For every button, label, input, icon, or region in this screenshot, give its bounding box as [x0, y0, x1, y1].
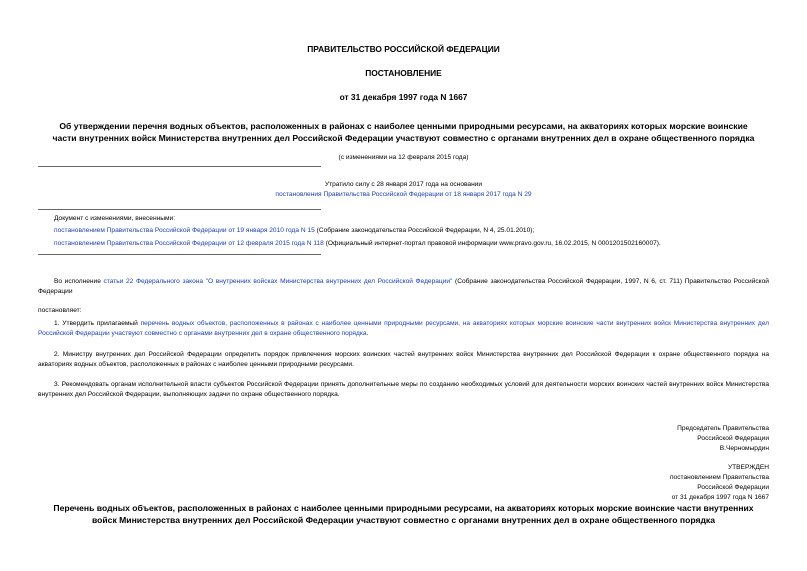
amendment-item	[54, 239, 769, 249]
signature-name: В.Черномырдин	[719, 445, 769, 452]
approval-word: УТВЕРЖДЕН	[727, 464, 769, 471]
preamble-tail: (Собрание законодательства Российской Федерации, 1997, N 6, ст. 711) Правительство Российской Федерации	[38, 278, 769, 295]
approval-date: от 31 декабря 1997 года N 1667	[671, 494, 769, 501]
approval-stamp	[469, 463, 769, 503]
decides-word: постановляет:	[38, 307, 82, 314]
list-title	[38, 502, 769, 526]
amendments-label: Документ с изменениями, внесенными:	[54, 215, 176, 222]
divider	[38, 166, 321, 167]
item-1	[38, 319, 769, 339]
preamble	[38, 277, 769, 297]
signature-block	[469, 424, 769, 454]
preamble-start: Во исполнение	[54, 278, 104, 285]
doc-date-number: от 31 декабря 1997 года N 1667	[339, 92, 468, 102]
item-1-tail: .	[366, 330, 369, 337]
list-title-line-2: войск Министерства внутренних дел Российской Федерации участвуют совместно с органами внутренних дел в охране общественного порядка	[91, 515, 716, 525]
amendment-link[interactable]: постановлением Правительства Российской Федерации от 12 февраля 2015 года N 118	[54, 240, 324, 247]
expired-link[interactable]: постановления Правительства Российской Федерации от 18 января 2017 года N 29	[275, 191, 532, 198]
expired-text: Утратило силу с 28 января 2017 года на основании	[324, 181, 483, 188]
amendment-source: (Официальный интернет-портал правовой информации www.pravo.gov.ru, 16.02.2015, N 0001201502160007).	[323, 240, 661, 247]
signature-position: Председатель Правительства	[677, 425, 769, 432]
item-3: 3. Рекомендовать органам исполнительной власти субъектов Российской Федерации принять дополнительные меры по созданию необходимых условий для деятельности морских воинских частей внутренних войск Министерства внутренних дел Российской Федерации, выполняющих задачи по охране общественного порядка.	[38, 381, 769, 398]
amendments-block	[54, 214, 769, 249]
item-2: 2. Министру внутренних дел Российской Федерации определить порядок привлечения морских воинских частей внутренних войск Министерства внутренних дел Российской Федерации к охране общественного порядка на акваториях водных объектов, расположенных в районах с наиболее ценными природными ресурсами.	[38, 351, 769, 368]
expired-notice	[38, 180, 769, 200]
title-line-2: части внутренних войск Министерства внутренних дел Российской Федерации участвуют совместно с органами внутренних дел в охране общественного порядка	[52, 133, 755, 143]
amendment-link[interactable]: постановлением Правительства Российской Федерации от 19 января 2010 года N 15	[54, 227, 315, 234]
federal-law-link[interactable]: статьи 22 Федерального закона "О внутренних войсках Министерства внутренних дел Российской Федерации"	[103, 278, 453, 285]
amendment-source: (Собрание законодательства Российской Федерации, N 4, 25.01.2010);	[314, 227, 535, 234]
signature-org: Российской Федерации	[697, 435, 769, 442]
list-link[interactable]: перечень водных объектов, расположенных в районах с наиболее ценными природными ресурсами, на акваториях которых морские воинские части внутренних войск Министерства внутренних дел Российской Федерации участвуют совместно с органами внутренних дел в охране общественного порядка	[38, 320, 769, 337]
approval-line-3: Российской Федерации	[697, 484, 769, 491]
government-heading: ПРАВИТЕЛЬСТВО РОССИЙСКОЙ ФЕДЕРАЦИИ	[307, 44, 500, 54]
item-1-start: 1. Утвердить прилагаемый	[54, 320, 141, 327]
approval-line-2: постановлением Правительства	[669, 474, 769, 481]
document-page	[38, 0, 769, 571]
amendment-item	[54, 226, 769, 236]
document-title	[38, 120, 769, 144]
title-line-1: Об утверждении перечня водных объектов, расположенных в районах с наиболее ценными природными ресурсами, на акваториях которых морские воинские	[59, 121, 748, 131]
list-title-line-1: Перечень водных объектов, расположенных в районах с наиболее ценными природными ресурсами, на акваториях которых морские воинские части внутренних	[53, 503, 754, 513]
divider	[38, 254, 321, 255]
divider	[38, 209, 321, 210]
doc-type-heading: ПОСТАНОВЛЕНИЕ	[365, 68, 442, 78]
revision-note: (с изменениями на 12 февраля 2015 года)	[338, 154, 469, 161]
